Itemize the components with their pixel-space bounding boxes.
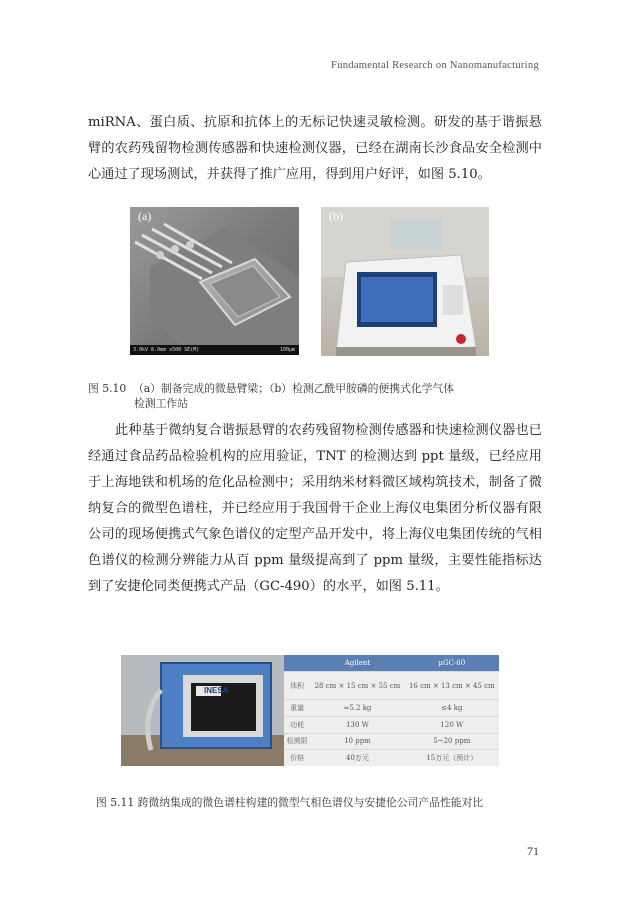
figure-5-10-caption-label: 图 5.10 — [88, 382, 127, 395]
table-row — [284, 672, 499, 700]
figure-5-10-caption — [88, 381, 454, 411]
table-cell: ≤4 kg — [405, 700, 499, 717]
inesa-logo: INESA — [204, 686, 229, 695]
table-row — [284, 716, 499, 733]
table-header-ugc60: μGC-60 — [405, 655, 499, 672]
comparison-table — [284, 655, 499, 766]
table-cell: 10 ppm — [310, 733, 404, 750]
panel-a-label: (a) — [138, 209, 152, 223]
table-cell: 15万元（预计） — [405, 750, 499, 766]
table-cell: 16 cm × 13 cm × 45 cm — [405, 672, 499, 700]
table-cell: 功耗 — [284, 716, 310, 733]
running-header: Fundamental Research on Nanomanufacturing — [331, 60, 539, 71]
table-cell: 检测限 — [284, 733, 310, 750]
table-cell: 130 W — [310, 716, 404, 733]
figure-5-10a-sem-image — [130, 207, 299, 355]
table-cell: ≈5.2 kg — [310, 700, 404, 717]
table-header-agilent: Agilent — [310, 655, 404, 672]
figure-5-10b-photo — [321, 207, 489, 356]
table-cell: 体积 — [284, 672, 310, 700]
panel-b-label: (b) — [329, 209, 343, 223]
table-cell: 40万元 — [310, 750, 404, 766]
table-header-blank — [284, 655, 310, 672]
table-cell: 28 cm × 15 cm × 55 cm — [310, 672, 404, 700]
page-number: 71 — [527, 844, 539, 858]
paragraph-1: miRNA、蛋白质、抗原和抗体上的无标记快速灵敏检测。研发的基于谐振悬臂的农药残留物检测传感器和快速检测仪器，已经在湖南长沙食品安全检测中心通过了现场测试，并获得了推广应用，得到用户好评，如图 5.10。 — [88, 115, 542, 182]
cantilever-sem-drawing — [130, 207, 299, 355]
figure-5-10-caption-line1: （a）制备完成的微悬臂梁；（b）检测乙酰甲胺磷的便携式化学气体 — [133, 382, 455, 395]
table-cell: 重量 — [284, 700, 310, 717]
sem-info-text: 3.0kV 8.0mm x500 SE(M) — [133, 347, 200, 353]
gas-workstation-drawing — [321, 207, 489, 356]
table-cell: 5~20 ppm — [405, 733, 499, 750]
table-row — [284, 700, 499, 717]
table-cell: 120 W — [405, 716, 499, 733]
sem-info-bar — [130, 345, 299, 355]
figure-5-11-device-photo — [121, 655, 284, 766]
sem-scale-text: 100μm — [279, 347, 295, 353]
figure-5-11-caption: 图 5.11 跨微纳集成的微色谱柱构建的微型气相色谱仪与安捷伦公司产品性能对比 — [96, 796, 484, 809]
paragraph-2: 此种基于微纳复合谐振悬臂的农药残留物检测传感器和快速检测仪器也已经通过食品药品检验机构的应用验证，TNT 的检测达到 ppt 量级，已经应用于上海地铁和机场的危化品检测中；采用纳米材料微区域构筑技术，制备了微纳复合的微型色谱柱，并已经应用于我国骨干企业上海仪电集团分析仪器有限公司的现场便携式气象色谱仪的定型产品开发中，将上海仪电集团传统的气相色谱仪的检测分辨能力从百 ppm 量级提高到了 ppm 量级，主要性能指标达到了安捷伦同类便携式产品（GC-490）的水平，如图 5.11。 — [88, 423, 542, 594]
table-row — [284, 733, 499, 750]
mini-gc-device-drawing — [121, 655, 284, 766]
table-cell: 价格 — [284, 750, 310, 766]
figure-5-10-caption-line2: 检测工作站 — [134, 397, 188, 410]
table-header-row — [284, 655, 499, 672]
table-row — [284, 750, 499, 766]
